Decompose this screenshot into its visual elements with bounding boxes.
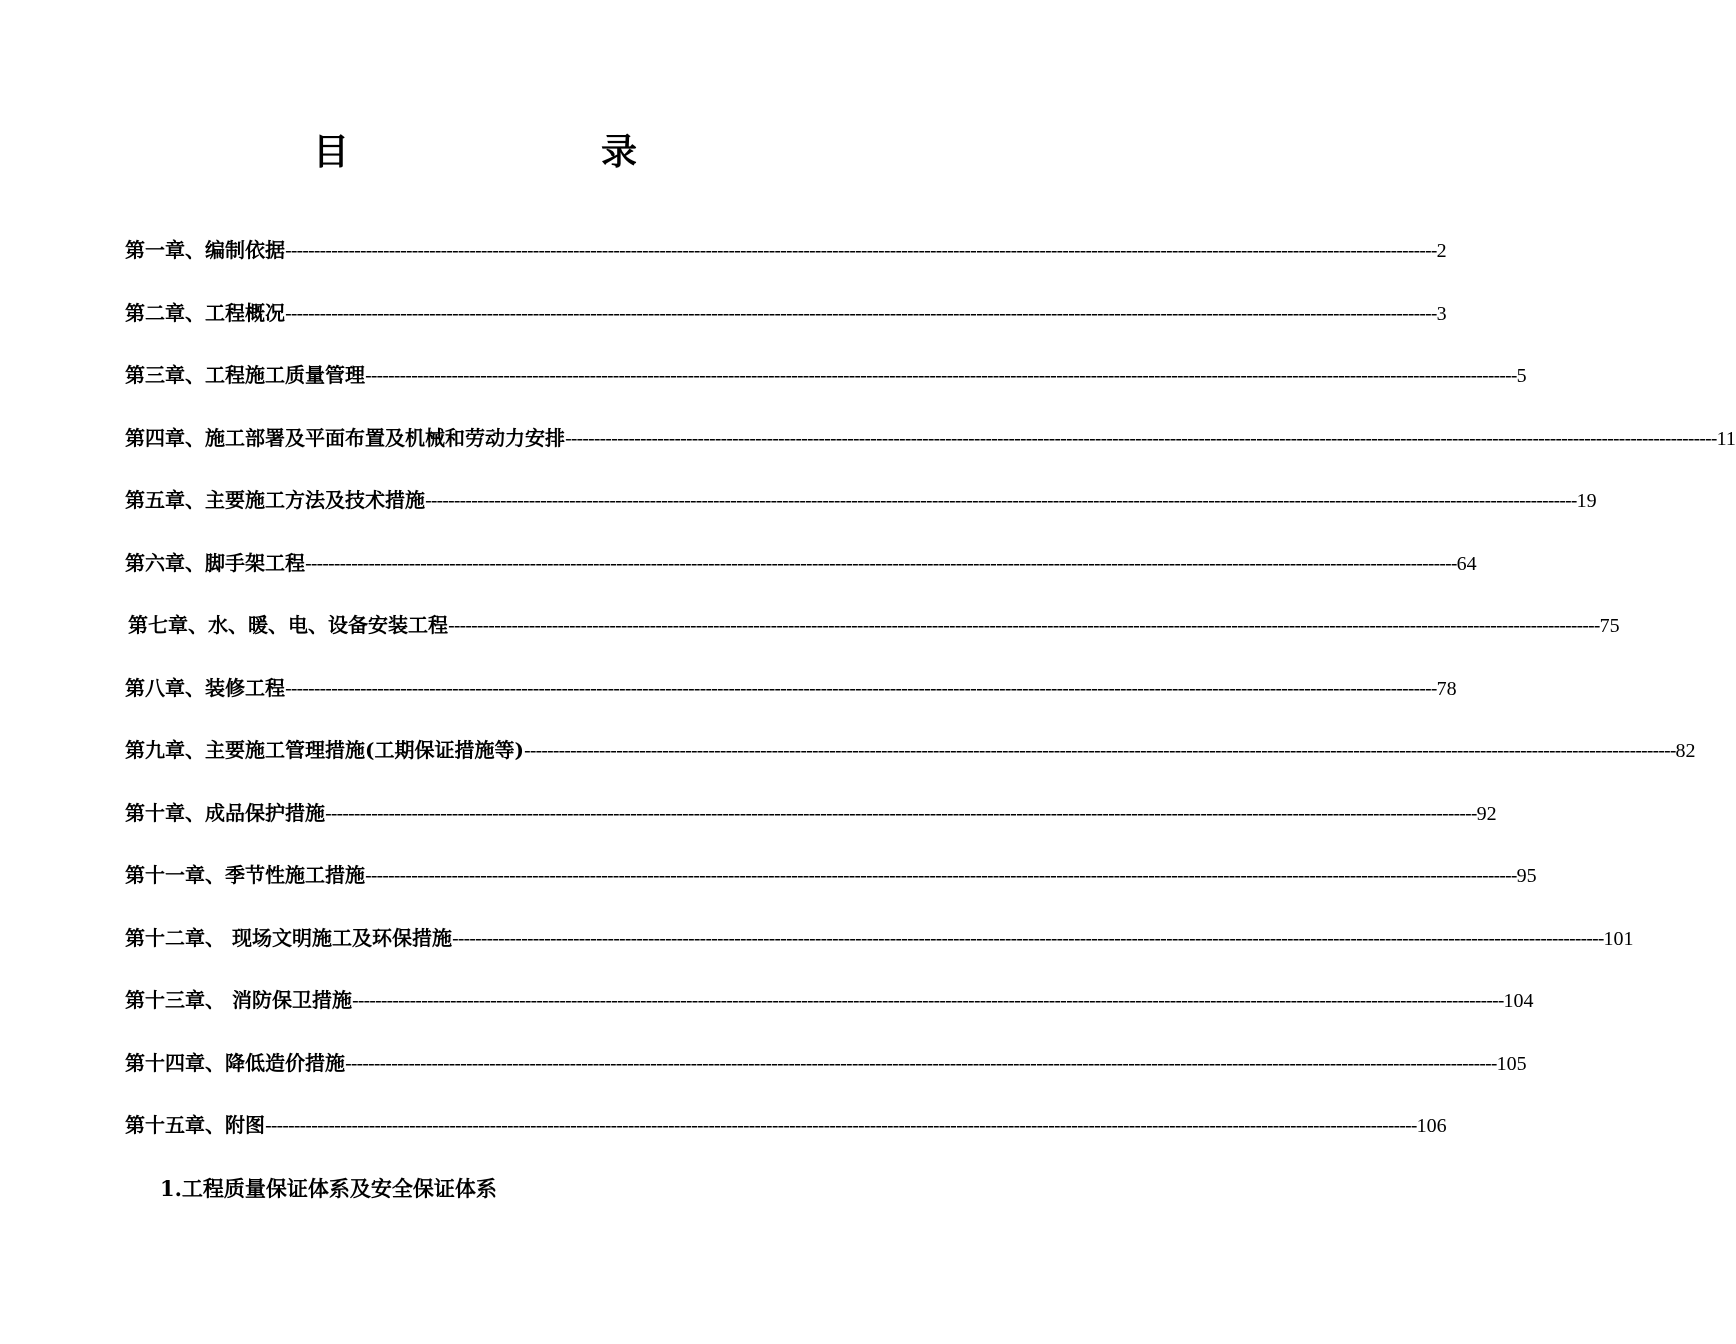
appendix-item[interactable]: 1.工程质量保证体系及安全保证体系 <box>160 1176 497 1201</box>
toc-entry-label: 第一章、编制依据 <box>125 238 285 262</box>
toc-dot-leader: -------------------------------------------------------------------------------------------------------------------------------------------------------------------------------------------------------- <box>285 238 1437 262</box>
toc-dot-leader: -------------------------------------------------------------------------------------------------------------------------------------------------------------------------------------------------------- <box>345 1051 1497 1075</box>
toc-entry[interactable] <box>125 735 1696 765</box>
toc-dot-leader: -------------------------------------------------------------------------------------------------------------------------------------------------------------------------------------------------------- <box>285 676 1437 700</box>
toc-entry[interactable] <box>125 298 1447 328</box>
toc-page-number: 92 <box>1476 803 1497 825</box>
toc-entry[interactable] <box>125 360 1527 390</box>
toc-entry[interactable] <box>125 673 1457 703</box>
toc-page-number: 64 <box>1456 553 1477 575</box>
toc-dot-leader: -------------------------------------------------------------------------------------------------------------------------------------------------------------------------------------------------------- <box>425 488 1577 512</box>
page-title: 目 录 <box>312 131 697 173</box>
toc-entry-label: 第九章、主要施工管理措施(工期保证措施等) <box>125 738 524 762</box>
toc-entry[interactable] <box>125 423 1736 453</box>
toc-dot-leader: -------------------------------------------------------------------------------------------------------------------------------------------------------------------------------------------------------- <box>285 301 1437 325</box>
toc-entry[interactable] <box>125 548 1477 578</box>
toc-page-number: 19 <box>1576 490 1597 512</box>
toc-page-number: 105 <box>1496 1053 1527 1075</box>
toc-dot-leader: -------------------------------------------------------------------------------------------------------------------------------------------------------------------------------------------------------- <box>351 988 1504 1012</box>
toc-entry[interactable] <box>125 485 1597 515</box>
toc-page-number: 2 <box>1436 240 1447 262</box>
toc-page-number: 101 <box>1603 928 1634 950</box>
toc-entry[interactable] <box>125 1048 1527 1078</box>
toc-dot-leader: -------------------------------------------------------------------------------------------------------------------------------------------------------------------------------------------------------- <box>365 363 1517 387</box>
toc-page-number: 104 <box>1503 990 1534 1012</box>
toc-page-number: 78 <box>1436 678 1457 700</box>
toc-page-number: 11 <box>1716 428 1736 450</box>
toc-page-number: 95 <box>1516 865 1537 887</box>
toc-entry-label: 第十四章、降低造价措施 <box>125 1051 345 1075</box>
toc-entry-label: 第八章、装修工程 <box>125 676 285 700</box>
toc-entry[interactable] <box>125 923 1634 953</box>
toc-entry[interactable] <box>125 235 1447 265</box>
toc-entry-label: 第七章、水、暖、电、设备安装工程 <box>128 613 448 637</box>
toc-dot-leader: -------------------------------------------------------------------------------------------------------------------------------------------------------------------------------------------------------- <box>565 426 1717 450</box>
toc-page-number: 5 <box>1516 365 1527 387</box>
toc-dot-leader: -------------------------------------------------------------------------------------------------------------------------------------------------------------------------------------------------------- <box>305 551 1457 575</box>
toc-entry-label: 第十章、成品保护措施 <box>125 801 325 825</box>
toc-entry-label: 第十五章、附图 <box>125 1113 265 1137</box>
toc-entry-label: 第五章、主要施工方法及技术措施 <box>125 488 425 512</box>
toc-dot-leader: -------------------------------------------------------------------------------------------------------------------------------------------------------------------------------------------------------- <box>451 926 1604 950</box>
toc-dot-leader: -------------------------------------------------------------------------------------------------------------------------------------------------------------------------------------------------------- <box>365 863 1517 887</box>
toc-entry[interactable] <box>128 610 1620 640</box>
toc-dot-leader: -------------------------------------------------------------------------------------------------------------------------------------------------------------------------------------------------------- <box>448 613 1600 637</box>
toc-entry[interactable] <box>125 985 1534 1015</box>
toc-entry-label: 第十二章、 现场文明施工及环保措施 <box>125 926 452 950</box>
toc-entry-label: 第十一章、季节性施工措施 <box>125 863 365 887</box>
toc-page-number: 82 <box>1675 740 1696 762</box>
toc-entry-label: 第二章、工程概况 <box>125 301 285 325</box>
toc-dot-leader: -------------------------------------------------------------------------------------------------------------------------------------------------------------------------------------------------------- <box>325 801 1477 825</box>
toc-dot-leader: -------------------------------------------------------------------------------------------------------------------------------------------------------------------------------------------------------- <box>523 738 1676 762</box>
toc-entry-label: 第四章、施工部署及平面布置及机械和劳动力安排 <box>125 426 565 450</box>
toc-entry-label: 第十三章、 消防保卫措施 <box>125 988 352 1012</box>
toc-dot-leader: -------------------------------------------------------------------------------------------------------------------------------------------------------------------------------------------------------- <box>265 1113 1417 1137</box>
toc-entry[interactable] <box>125 798 1497 828</box>
toc-entry-label: 第六章、脚手架工程 <box>125 551 305 575</box>
toc-page-number: 75 <box>1599 615 1620 637</box>
toc-entry[interactable] <box>125 1110 1447 1140</box>
toc-entry-label: 第三章、工程施工质量管理 <box>125 363 365 387</box>
toc-entry[interactable] <box>125 860 1537 890</box>
toc-page-number: 106 <box>1416 1115 1447 1137</box>
toc-page-number: 3 <box>1436 303 1447 325</box>
